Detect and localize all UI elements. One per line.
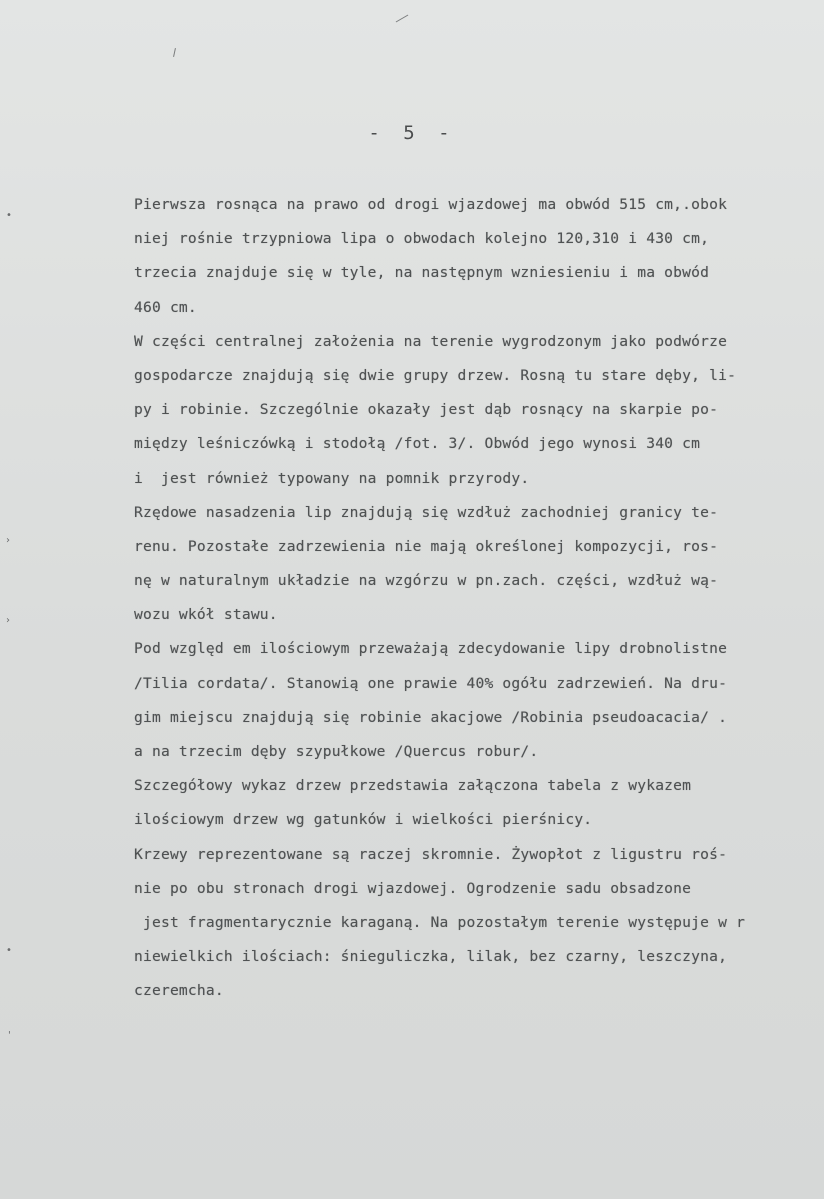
- text-line: a na trzecim dęby szypułkowe /Quercus robur/.: [134, 743, 539, 760]
- pencil-mark-top-right: [396, 15, 409, 23]
- text-line: Pierwsza rosnąca na prawo od drogi wjazdowej ma obwód 515 cm,.obok: [134, 196, 728, 213]
- text-line: jest fragmentarycznie karaganą. Na pozostałym terenie występuje w r: [134, 913, 746, 931]
- text-line: niej rośnie trzypniowa lipa o obwodach kolejno 120,310 i 430 cm,: [134, 230, 710, 248]
- margin-mark-4: •: [6, 945, 12, 956]
- margin-mark-2: ›: [6, 535, 10, 546]
- margin-mark-3: ›: [6, 615, 10, 626]
- text-line: /Tilia cordata/. Stanowią one prawie 40% ogółu zadrzewień. Na dru-: [134, 674, 728, 692]
- text-line: 460 cm.: [134, 298, 197, 316]
- text-line: niewielkich ilościach: śnieguliczka, lilak, bez czarny, leszczyna,: [134, 948, 728, 966]
- page-number: - 5 -: [368, 122, 456, 144]
- text-line: nie po obu stronach drogi wjazdowej. Ogrodzenie sadu obsadzone: [134, 879, 692, 897]
- text-line: renu. Pozostałe zadrzewienia nie mają określonej kompozycji, ros-: [134, 537, 719, 555]
- text-line: Szczegółowy wykaz drzew przedstawia załączona tabela z wykazem: [134, 777, 692, 795]
- text-line: Pod względ em ilościowym przeważają zdecydowanie lipy drobnolistne: [134, 640, 728, 658]
- text-line: ilościowym drzew wg gatunków i wielkości pierśnicy.: [134, 811, 593, 829]
- text-line: Rzędowe nasadzenia lip znajdują się wzdłuż zachodniej granicy te-: [134, 503, 719, 521]
- text-line: i jest również typowany na pomnik przyrody.: [134, 469, 530, 487]
- text-line: nę w naturalnym układzie na wzgórzu w pn.zach. części, wzdłuż wą-: [134, 572, 719, 590]
- text-line: czeremcha.: [134, 982, 224, 1000]
- text-line: wozu wkół stawu.: [134, 606, 278, 624]
- margin-mark-5: ': [8, 1030, 11, 1041]
- body-text: [134, 188, 824, 1009]
- text-line: gospodarcze znajdują się dwie grupy drzew. Rosną tu stare dęby, li-: [134, 366, 737, 384]
- text-line: gim miejscu znajdują się robinie akacjowe /Robinia pseudoacacia/ .: [134, 708, 728, 726]
- margin-mark-1: •: [6, 210, 12, 221]
- text-line: między leśniczówką i stodołą /fot. 3/. Obwód jego wynosi 340 cm: [134, 435, 701, 453]
- pencil-mark-top: [173, 48, 176, 57]
- text-line: trzecia znajduje się w tyle, na następnym wzniesieniu i ma obwód: [134, 264, 710, 282]
- text-line: W części centralnej założenia na terenie wygrodzonym jako podwórze: [134, 332, 728, 350]
- text-line: Krzewy reprezentowane są raczej skromnie. Żywopłot z ligustru roś-: [134, 845, 728, 863]
- text-line: py i robinie. Szczególnie okazały jest dąb rosnący na skarpie po-: [134, 401, 719, 419]
